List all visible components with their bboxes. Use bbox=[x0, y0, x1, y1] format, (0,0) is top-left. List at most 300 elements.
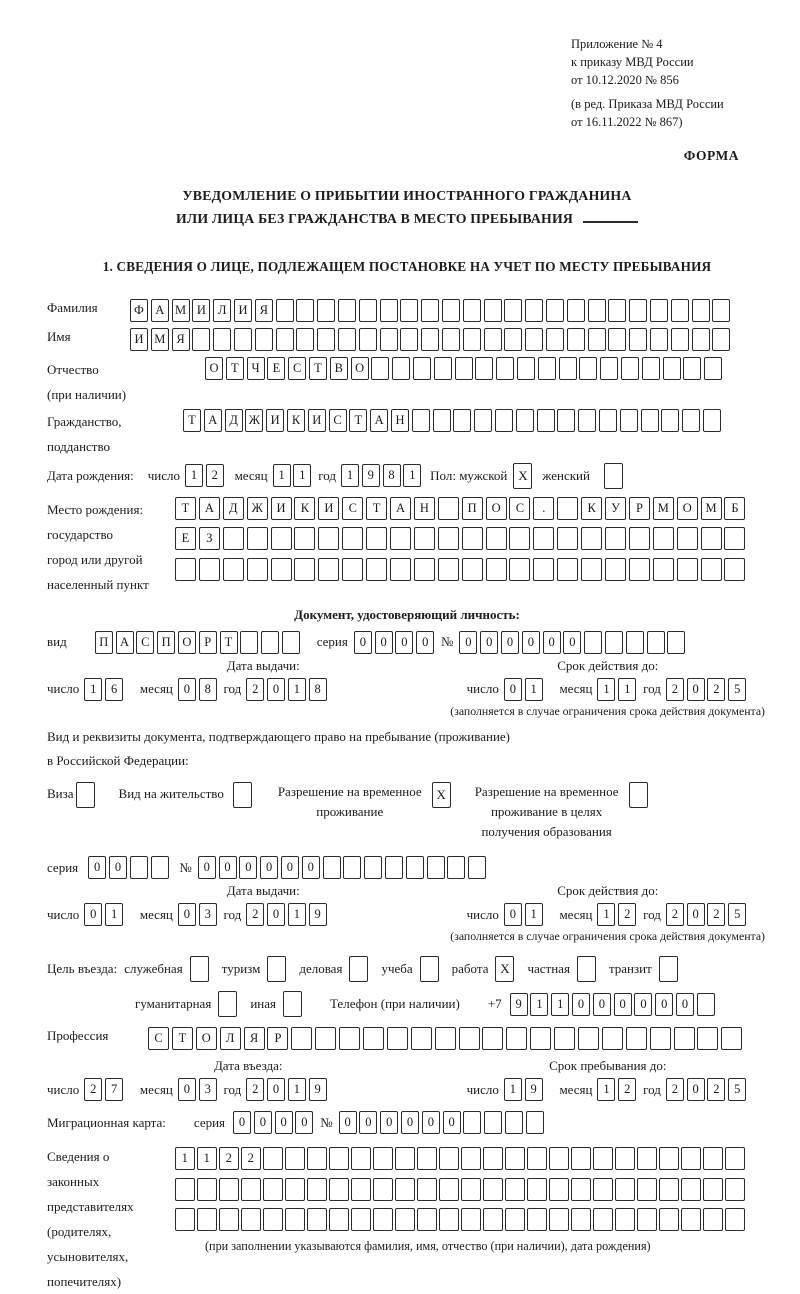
char-cell bbox=[474, 409, 492, 432]
char-cell bbox=[504, 299, 522, 322]
char-cell bbox=[461, 1147, 481, 1170]
char-cell bbox=[701, 527, 722, 550]
annex-line: к приказу МВД России bbox=[571, 54, 694, 69]
char-cell bbox=[417, 1147, 437, 1170]
day-label: число bbox=[47, 1081, 80, 1097]
char-cell bbox=[285, 1208, 305, 1231]
char-cell bbox=[427, 856, 445, 879]
year-label: год bbox=[318, 467, 336, 483]
char-cell bbox=[588, 328, 606, 351]
char-cell bbox=[571, 1208, 591, 1231]
month-label: месяц bbox=[559, 906, 593, 922]
migration-number-cells bbox=[339, 1111, 547, 1134]
char-cell bbox=[463, 1111, 481, 1134]
migration-series-cells bbox=[233, 1111, 316, 1134]
char-cell bbox=[276, 328, 294, 351]
visa-option bbox=[47, 782, 95, 808]
char-cell: П bbox=[157, 631, 175, 654]
char-cell bbox=[530, 1027, 551, 1050]
char-cell bbox=[683, 357, 701, 380]
char-cell: З bbox=[199, 527, 220, 550]
char-cell bbox=[549, 1208, 569, 1231]
char-cell bbox=[505, 1178, 525, 1201]
representatives-cells-row2 bbox=[175, 1178, 747, 1201]
char-cell: 0 bbox=[380, 1111, 398, 1134]
char-cell: О bbox=[486, 497, 507, 520]
char-cell: Д bbox=[223, 497, 244, 520]
char-cell bbox=[525, 328, 543, 351]
day-label: число bbox=[47, 681, 80, 697]
char-cell: 2 bbox=[246, 678, 264, 701]
char-cell bbox=[439, 1178, 459, 1201]
char-cell bbox=[438, 527, 459, 550]
sex-label: Пол: мужской bbox=[430, 467, 508, 483]
char-cell bbox=[557, 527, 578, 550]
char-cell bbox=[697, 1027, 718, 1050]
section1-heading: 1. СВЕДЕНИЯ О ЛИЦЕ, ПОДЛЕЖАЩЕМ ПОСТАНОВКЕ НА УЧЕТ ПО МЕСТУ ПРЕБЫВАНИЯ bbox=[102, 258, 712, 274]
char-cell bbox=[338, 328, 356, 351]
char-cell: О bbox=[351, 357, 369, 380]
char-cell: А bbox=[204, 409, 222, 432]
char-cell: 0 bbox=[178, 1078, 196, 1101]
char-cell bbox=[653, 558, 674, 581]
char-cell bbox=[677, 527, 698, 550]
char-cell bbox=[620, 409, 638, 432]
char-cell: А bbox=[199, 497, 220, 520]
char-cell bbox=[282, 631, 300, 654]
char-cell bbox=[459, 1027, 480, 1050]
char-cell: П bbox=[462, 497, 483, 520]
char-cell: Т bbox=[366, 497, 387, 520]
form-label: ФОРМА bbox=[683, 147, 739, 163]
char-cell bbox=[588, 299, 606, 322]
char-cell: А bbox=[390, 497, 411, 520]
char-cell: 9 bbox=[525, 1078, 543, 1101]
char-cell bbox=[263, 1147, 283, 1170]
residence-permit-option bbox=[119, 782, 252, 808]
char-cell bbox=[486, 527, 507, 550]
month-label: месяц bbox=[559, 681, 593, 697]
char-cell bbox=[329, 1178, 349, 1201]
char-cell bbox=[240, 631, 258, 654]
char-cell bbox=[329, 1147, 349, 1170]
char-cell bbox=[442, 299, 460, 322]
char-cell bbox=[712, 328, 730, 351]
edition-line: от 16.11.2022 № 867) bbox=[571, 115, 683, 129]
char-cell bbox=[219, 1208, 239, 1231]
validity-note: (заполняется в случае ограничения срока действия документа) bbox=[450, 929, 765, 944]
char-cell bbox=[641, 409, 659, 432]
char-cell bbox=[571, 1147, 591, 1170]
char-cell: 1 bbox=[403, 464, 421, 487]
residence-valid-year-cells bbox=[666, 903, 749, 926]
char-cell: С bbox=[342, 497, 363, 520]
stay-year-cells bbox=[666, 1078, 749, 1101]
char-cell: Е bbox=[267, 357, 285, 380]
surname-cells bbox=[130, 299, 733, 322]
char-cell: О bbox=[196, 1027, 217, 1050]
residence-valid-month-cells bbox=[597, 903, 639, 926]
char-cell bbox=[359, 328, 377, 351]
annex-line: Приложение № 4 bbox=[571, 37, 663, 51]
char-cell: И bbox=[271, 497, 292, 520]
char-cell: 0 bbox=[501, 631, 519, 654]
purpose-label: Цель въезда: bbox=[47, 961, 118, 977]
char-cell: 0 bbox=[593, 993, 611, 1016]
char-cell: 2 bbox=[84, 1078, 102, 1101]
doc-valid-day-cells bbox=[504, 678, 546, 701]
char-cell: 1 bbox=[105, 903, 123, 926]
doc-series-label: серия bbox=[316, 634, 348, 650]
char-cell: 0 bbox=[219, 856, 237, 879]
citizenship-row bbox=[47, 409, 767, 459]
purpose-opt-label: деловая bbox=[299, 961, 343, 977]
residence-issue-day-cells bbox=[84, 903, 126, 926]
char-cell bbox=[263, 1178, 283, 1201]
char-cell bbox=[509, 558, 530, 581]
sex-female-checkbox bbox=[604, 463, 623, 489]
char-cell: 1 bbox=[597, 678, 615, 701]
char-cell bbox=[593, 1208, 613, 1231]
temp-residence-option bbox=[278, 782, 451, 822]
char-cell: 1 bbox=[525, 903, 543, 926]
char-cell bbox=[453, 409, 471, 432]
char-cell: 0 bbox=[178, 903, 196, 926]
char-cell: П bbox=[95, 631, 113, 654]
char-cell bbox=[373, 1208, 393, 1231]
char-cell bbox=[533, 558, 554, 581]
purpose-opt-label: гуманитарная bbox=[135, 996, 212, 1012]
residence-permit-checkbox bbox=[233, 782, 252, 808]
char-cell bbox=[373, 1178, 393, 1201]
sex-female-label: женский bbox=[542, 467, 590, 483]
char-cell bbox=[724, 527, 745, 550]
char-cell: 1 bbox=[597, 903, 615, 926]
issue-date-title: Дата выдачи: bbox=[226, 657, 300, 673]
char-cell bbox=[549, 1178, 569, 1201]
char-cell bbox=[701, 558, 722, 581]
char-cell: 2 bbox=[707, 1078, 725, 1101]
char-cell: 0 bbox=[267, 678, 285, 701]
annex-line: от 10.12.2020 № 856 bbox=[571, 72, 679, 87]
char-cell bbox=[527, 1147, 547, 1170]
number-label: № bbox=[320, 1114, 333, 1130]
char-cell bbox=[318, 558, 339, 581]
char-cell bbox=[294, 558, 315, 581]
representatives-cells-row1 bbox=[175, 1147, 747, 1170]
char-cell: 0 bbox=[267, 1078, 285, 1101]
char-cell bbox=[629, 299, 647, 322]
char-cell: Р bbox=[199, 631, 217, 654]
char-cell: 0 bbox=[260, 856, 278, 879]
char-cell bbox=[483, 1178, 503, 1201]
char-cell bbox=[697, 993, 715, 1016]
doc-type-label: вид bbox=[47, 634, 67, 650]
representatives-note: (при заполнении указываются фамилия, имя, отчество (при наличии), дата рождения) bbox=[205, 1239, 651, 1254]
char-cell bbox=[414, 558, 435, 581]
char-cell bbox=[197, 1178, 217, 1201]
char-cell bbox=[608, 299, 626, 322]
char-cell bbox=[373, 1147, 393, 1170]
char-cell bbox=[546, 299, 564, 322]
char-cell: Т bbox=[349, 409, 367, 432]
char-cell: 2 bbox=[707, 678, 725, 701]
char-cell bbox=[527, 1208, 547, 1231]
char-cell bbox=[703, 1178, 723, 1201]
char-cell: 0 bbox=[233, 1111, 251, 1134]
char-cell bbox=[438, 497, 459, 520]
purpose-other-checkbox bbox=[283, 991, 302, 1017]
char-cell: 0 bbox=[339, 1111, 357, 1134]
char-cell bbox=[285, 1147, 305, 1170]
purpose-row1 bbox=[47, 956, 767, 982]
char-cell bbox=[390, 558, 411, 581]
char-cell bbox=[483, 1208, 503, 1231]
char-cell: С bbox=[509, 497, 530, 520]
day-label: число bbox=[466, 906, 499, 922]
document-header bbox=[47, 36, 767, 132]
char-cell: 2 bbox=[666, 1078, 684, 1101]
char-cell: В bbox=[330, 357, 348, 380]
char-cell: 1 bbox=[175, 1147, 195, 1170]
citizenship-label: Гражданство, bbox=[47, 413, 122, 429]
char-cell: 0 bbox=[563, 631, 581, 654]
title-blank-underline bbox=[583, 221, 638, 223]
residence-doc-intro2: в Российской Федерации: bbox=[47, 753, 189, 769]
char-cell: Т bbox=[226, 357, 244, 380]
char-cell bbox=[525, 299, 543, 322]
series-label: серия bbox=[193, 1114, 226, 1130]
char-cell bbox=[414, 527, 435, 550]
char-cell: Л bbox=[213, 299, 231, 322]
char-cell bbox=[593, 1178, 613, 1201]
char-cell bbox=[484, 328, 502, 351]
char-cell bbox=[593, 1147, 613, 1170]
entry-stay-dates bbox=[47, 1058, 767, 1101]
char-cell bbox=[637, 1147, 657, 1170]
doc-type-cells bbox=[95, 631, 303, 654]
char-cell: 0 bbox=[459, 631, 477, 654]
char-cell: 1 bbox=[84, 678, 102, 701]
char-cell bbox=[307, 1147, 327, 1170]
purpose-opt-label: транзит bbox=[608, 961, 652, 977]
char-cell: 2 bbox=[666, 678, 684, 701]
birthdate-day-cells bbox=[185, 464, 227, 487]
char-cell: 1 bbox=[597, 1078, 615, 1101]
char-cell: 3 bbox=[199, 1078, 217, 1101]
purpose-opt-label: иная bbox=[250, 996, 276, 1012]
profession-row bbox=[47, 1027, 767, 1050]
char-cell bbox=[608, 328, 626, 351]
char-cell: А bbox=[370, 409, 388, 432]
char-cell bbox=[296, 299, 314, 322]
char-cell bbox=[526, 1111, 544, 1134]
char-cell: У bbox=[605, 497, 626, 520]
char-cell bbox=[495, 409, 513, 432]
char-cell bbox=[584, 631, 602, 654]
char-cell: 0 bbox=[275, 1111, 293, 1134]
entry-date-title: Дата въезда: bbox=[213, 1058, 283, 1074]
char-cell: 2 bbox=[246, 1078, 264, 1101]
char-cell bbox=[581, 558, 602, 581]
char-cell: Ф bbox=[130, 299, 148, 322]
char-cell bbox=[421, 328, 439, 351]
entry-day-cells bbox=[84, 1078, 126, 1101]
char-cell bbox=[271, 527, 292, 550]
char-cell: 0 bbox=[522, 631, 540, 654]
char-cell: 1 bbox=[185, 464, 203, 487]
char-cell: А bbox=[151, 299, 169, 322]
purpose-opt-label: работа bbox=[451, 961, 489, 977]
purpose-opt-label: туризм bbox=[221, 961, 261, 977]
birthplace-label-settlement: населенный пункт bbox=[47, 576, 149, 592]
char-cell bbox=[506, 1027, 527, 1050]
char-cell bbox=[621, 357, 639, 380]
char-cell: 1 bbox=[504, 1078, 522, 1101]
char-cell bbox=[366, 527, 387, 550]
char-cell bbox=[581, 527, 602, 550]
char-cell: Б bbox=[724, 497, 745, 520]
birthdate-year-cells bbox=[341, 464, 424, 487]
doc-number-cells bbox=[459, 631, 688, 654]
char-cell: Д bbox=[225, 409, 243, 432]
givenname-row bbox=[47, 328, 767, 351]
char-cell: 0 bbox=[480, 631, 498, 654]
char-cell bbox=[400, 328, 418, 351]
representatives-block bbox=[47, 1144, 767, 1294]
year-label: год bbox=[643, 681, 661, 697]
char-cell bbox=[439, 1147, 459, 1170]
patronymic-label: Отчество bbox=[47, 361, 99, 377]
char-cell bbox=[496, 357, 514, 380]
temp-residence-label-line2: проживание bbox=[316, 804, 384, 820]
year-label: год bbox=[223, 1081, 242, 1097]
char-cell bbox=[442, 328, 460, 351]
char-cell: Т bbox=[220, 631, 238, 654]
char-cell: 7 bbox=[105, 1078, 123, 1101]
purpose-transit-checkbox bbox=[659, 956, 678, 982]
char-cell bbox=[504, 328, 522, 351]
char-cell: 0 bbox=[109, 856, 127, 879]
entry-month-cells bbox=[178, 1078, 220, 1101]
birthplace-cells-row3 bbox=[175, 558, 748, 581]
char-cell bbox=[554, 1027, 575, 1050]
char-cell bbox=[223, 558, 244, 581]
char-cell bbox=[307, 1208, 327, 1231]
char-cell bbox=[602, 1027, 623, 1050]
char-cell: С bbox=[329, 409, 347, 432]
char-cell bbox=[486, 558, 507, 581]
char-cell: 2 bbox=[618, 1078, 636, 1101]
char-cell: С bbox=[148, 1027, 169, 1050]
char-cell: Т bbox=[175, 497, 196, 520]
char-cell: 2 bbox=[618, 903, 636, 926]
char-cell bbox=[317, 299, 335, 322]
stay-day-cells bbox=[504, 1078, 546, 1101]
char-cell bbox=[197, 1208, 217, 1231]
char-cell: М bbox=[701, 497, 722, 520]
char-cell bbox=[605, 527, 626, 550]
char-cell bbox=[484, 1111, 502, 1134]
char-cell bbox=[681, 1208, 701, 1231]
char-cell bbox=[421, 299, 439, 322]
issue-date-title: Дата выдачи: bbox=[226, 883, 300, 899]
char-cell bbox=[677, 558, 698, 581]
number-label: № bbox=[179, 859, 192, 875]
char-cell: 0 bbox=[239, 856, 257, 879]
char-cell: 0 bbox=[634, 993, 652, 1016]
form-title bbox=[47, 184, 767, 231]
char-cell: 1 bbox=[293, 464, 311, 487]
birthplace-label-state: государство bbox=[47, 526, 113, 542]
doc-issue-day-cells bbox=[84, 678, 126, 701]
surname-label: Фамилия bbox=[47, 299, 98, 315]
char-cell: 0 bbox=[687, 678, 705, 701]
char-cell: 0 bbox=[687, 1078, 705, 1101]
valid-until-title: Срок действия до: bbox=[557, 883, 659, 899]
char-cell bbox=[364, 856, 382, 879]
char-cell bbox=[482, 1027, 503, 1050]
residence-issue-year-cells bbox=[246, 903, 329, 926]
char-cell: 8 bbox=[309, 678, 327, 701]
day-label: число bbox=[466, 1081, 499, 1097]
char-cell: 0 bbox=[302, 856, 320, 879]
birthdate-label: Дата рождения: bbox=[47, 467, 134, 483]
char-cell bbox=[241, 1178, 261, 1201]
char-cell bbox=[578, 1027, 599, 1050]
char-cell: Я bbox=[172, 328, 190, 351]
char-cell: И bbox=[308, 409, 326, 432]
char-cell: 1 bbox=[618, 678, 636, 701]
char-cell: 1 bbox=[197, 1147, 217, 1170]
char-cell bbox=[671, 328, 689, 351]
char-cell bbox=[351, 1178, 371, 1201]
month-label: месяц bbox=[559, 1081, 593, 1097]
char-cell bbox=[483, 1147, 503, 1170]
char-cell: И bbox=[318, 497, 339, 520]
citizenship-sublabel: подданство bbox=[47, 438, 111, 454]
char-cell: 1 bbox=[288, 678, 306, 701]
visa-checkbox bbox=[76, 782, 95, 808]
series-label: серия bbox=[47, 859, 79, 875]
char-cell bbox=[366, 558, 387, 581]
edu-residence-checkbox bbox=[629, 782, 648, 808]
char-cell: О bbox=[677, 497, 698, 520]
char-cell bbox=[509, 527, 530, 550]
doc-issue-month-cells bbox=[178, 678, 220, 701]
char-cell: 1 bbox=[288, 1078, 306, 1101]
char-cell bbox=[650, 328, 668, 351]
month-label: месяц bbox=[234, 467, 268, 483]
char-cell bbox=[538, 357, 556, 380]
char-cell bbox=[241, 1208, 261, 1231]
representatives-label-line: попечителях) bbox=[47, 1274, 122, 1290]
char-cell: 2 bbox=[707, 903, 725, 926]
char-cell bbox=[704, 357, 722, 380]
representatives-label-line: усыновителях, bbox=[47, 1249, 129, 1265]
char-cell bbox=[703, 409, 721, 432]
birthplace-cells-row1 bbox=[175, 497, 748, 520]
char-cell bbox=[629, 527, 650, 550]
validity-note: (заполняется в случае ограничения срока действия документа) bbox=[450, 703, 765, 718]
char-cell bbox=[505, 1111, 523, 1134]
char-cell bbox=[380, 328, 398, 351]
char-cell: 0 bbox=[84, 903, 102, 926]
char-cell bbox=[605, 558, 626, 581]
char-cell: Е bbox=[175, 527, 196, 550]
day-label: число bbox=[466, 681, 499, 697]
char-cell bbox=[549, 1147, 569, 1170]
